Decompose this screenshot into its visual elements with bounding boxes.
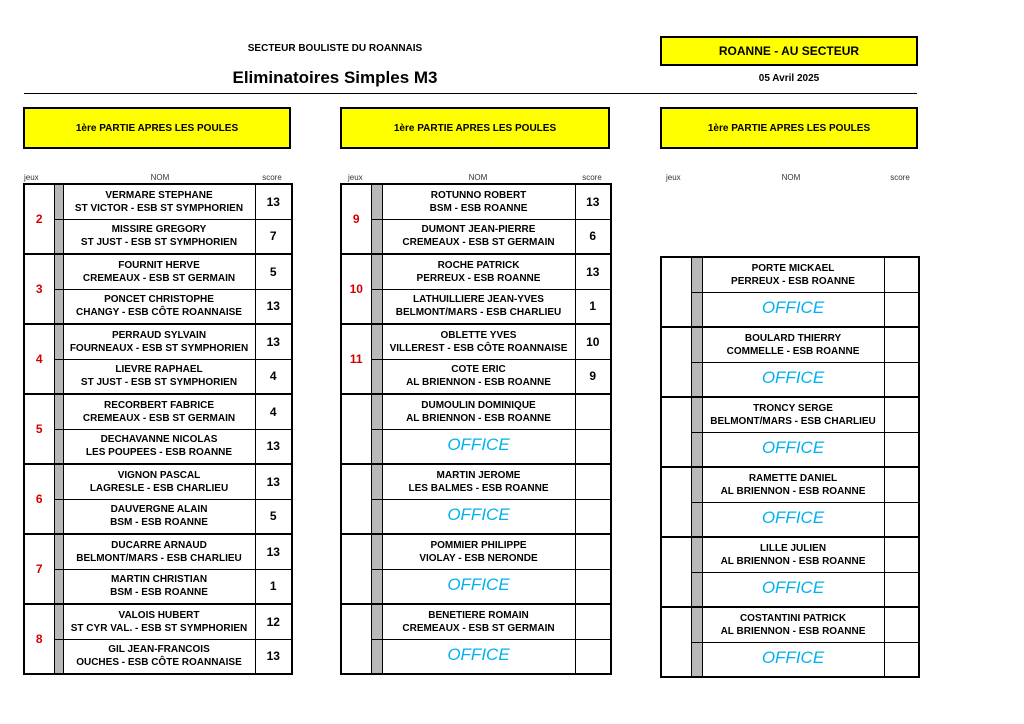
score-cell: [884, 502, 919, 537]
row-marker: [54, 394, 63, 429]
game-number: 6: [24, 464, 54, 534]
player-row: [341, 604, 611, 639]
row-marker: [371, 604, 382, 639]
player-cell: [63, 499, 255, 534]
player-name: DAUVERGNE ALAIN: [110, 504, 208, 516]
score-cell: [575, 569, 611, 604]
player-cell: [702, 362, 884, 397]
score-cell: 12: [255, 604, 292, 639]
score-cell: [884, 642, 919, 677]
player-name: ROCHE PATRICK: [437, 259, 520, 271]
game-number: [341, 464, 371, 534]
player-cell: [63, 394, 255, 429]
row-marker: [371, 289, 382, 324]
row-marker: [371, 219, 382, 254]
player-name: COTE ERIC: [451, 364, 506, 376]
player-row: [661, 327, 919, 362]
row-marker: [371, 324, 382, 359]
player-row: [341, 464, 611, 499]
player-row: [661, 432, 919, 467]
player-club: BSM - ESB ROANNE: [110, 517, 208, 529]
row-marker: [371, 394, 382, 429]
score-cell: [884, 292, 919, 327]
row-marker: [54, 219, 63, 254]
row-marker: [691, 362, 702, 397]
player-row: [341, 499, 611, 534]
player-club: PERREUX - ESB ROANNE: [416, 272, 541, 284]
game-number: 7: [24, 534, 54, 604]
player-row: [341, 219, 611, 254]
office-label: OFFICE: [761, 648, 825, 668]
player-club: BELMONT/MARS - ESB CHARLIEU: [710, 415, 876, 427]
player-row: [341, 429, 611, 464]
player-club: AL BRIENNON - ESB ROANNE: [720, 555, 866, 567]
player-cell: [702, 432, 884, 467]
panel-1-col-jeux: jeux: [24, 173, 39, 182]
player-cell: [702, 642, 884, 677]
game-number: 2: [24, 184, 54, 254]
player-cell: [63, 639, 255, 674]
score-cell: [575, 534, 611, 569]
player-row: [341, 254, 611, 289]
player-club: ST JUST - ESB ST SYMPHORIEN: [80, 377, 238, 389]
player-name: BOULARD THIERRY: [744, 332, 842, 344]
player-cell: [702, 572, 884, 607]
player-row: [341, 324, 611, 359]
row-marker: [54, 324, 63, 359]
player-name: TRONCY SERGE: [753, 402, 833, 414]
player-name: LILLE JULIEN: [759, 542, 827, 554]
player-name: COSTANTINI PATRICK: [739, 612, 847, 624]
player-name: VIGNON PASCAL: [117, 469, 201, 481]
player-row: [24, 569, 292, 604]
row-marker: [54, 534, 63, 569]
player-cell: [382, 289, 575, 324]
panel-1-col-nom: NOM: [150, 173, 170, 182]
office-label: OFFICE: [761, 578, 825, 598]
player-cell: [702, 327, 884, 362]
player-club: BELMONT/MARS - ESB CHARLIEU: [395, 307, 562, 319]
player-name: FOURNIT HERVE: [118, 259, 200, 271]
player-row: [661, 607, 919, 642]
row-marker: [371, 254, 382, 289]
panel-2-table: [340, 183, 612, 675]
player-name: MISSIRE GREGORY: [111, 224, 207, 236]
player-club: ST CYR VAL. - ESB ST SYMPHORIEN: [70, 622, 248, 634]
score-cell: 6: [575, 219, 611, 254]
panel-3-col-nom: NOM: [781, 173, 801, 182]
player-name: BENETIERE ROMAIN: [428, 609, 529, 621]
player-cell: [382, 604, 575, 639]
player-name: MARTIN JEROME: [436, 469, 521, 481]
row-marker: [54, 184, 63, 219]
player-cell: [63, 569, 255, 604]
score-cell: [575, 394, 611, 429]
player-cell: [63, 254, 255, 289]
player-name: GIL JEAN-FRANCOIS: [108, 644, 210, 656]
score-cell: [884, 467, 919, 502]
player-club: AL BRIENNON - ESB ROANNE: [720, 485, 866, 497]
player-cell: [63, 289, 255, 324]
score-cell: 10: [575, 324, 611, 359]
player-club: OUCHES - ESB CÔTE ROANNAISE: [76, 657, 242, 669]
panel-1-table: [23, 183, 293, 675]
player-club: BSM - ESB ROANNE: [110, 587, 208, 599]
office-label: OFFICE: [761, 298, 825, 318]
score-cell: 13: [255, 289, 292, 324]
player-club: CREMEAUX - ESB ST GERMAIN: [82, 272, 236, 284]
player-cell: [63, 464, 255, 499]
score-cell: 13: [575, 184, 611, 219]
row-marker: [54, 464, 63, 499]
score-cell: [575, 499, 611, 534]
player-row: [661, 642, 919, 677]
panel-3-col-score: score: [890, 173, 910, 182]
panel-2-title: 1ère PARTIE APRES LES POULES: [340, 107, 610, 149]
player-name: RECORBERT FABRICE: [103, 399, 214, 411]
score-cell: [884, 537, 919, 572]
row-marker: [371, 429, 382, 464]
player-name: PERRAUD SYLVAIN: [111, 329, 207, 341]
player-cell: [63, 359, 255, 394]
player-name: LIEVRE RAPHAEL: [115, 364, 203, 376]
player-row: [24, 499, 292, 534]
player-cell: [63, 429, 255, 464]
player-cell: [63, 219, 255, 254]
player-cell: [382, 534, 575, 569]
row-marker: [54, 429, 63, 464]
row-marker: [691, 292, 702, 327]
player-row: [661, 257, 919, 292]
player-row: [661, 362, 919, 397]
game-number: [661, 467, 691, 537]
score-cell: [575, 639, 611, 674]
player-cell: [382, 324, 575, 359]
row-marker: [691, 432, 702, 467]
player-cell: [382, 254, 575, 289]
row-marker: [371, 359, 382, 394]
score-cell: 13: [255, 429, 292, 464]
panel-1-title: 1ère PARTIE APRES LES POULES: [23, 107, 291, 149]
panel-2-col-score: score: [582, 173, 602, 182]
title-divider: [24, 93, 917, 94]
player-club: CHANGY - ESB CÔTE ROANNAISE: [76, 307, 242, 319]
player-cell: [382, 464, 575, 499]
player-cell: [702, 502, 884, 537]
organization-name: SECTEUR BOULISTE DU ROANNAIS: [247, 43, 423, 54]
player-club: ST JUST - ESB ST SYMPHORIEN: [80, 237, 238, 249]
office-label: OFFICE: [761, 368, 825, 388]
score-cell: 4: [255, 359, 292, 394]
player-name: MARTIN CHRISTIAN: [110, 574, 208, 586]
score-cell: [575, 604, 611, 639]
player-cell: [63, 534, 255, 569]
score-cell: [884, 397, 919, 432]
player-club: LES POUPEES - ESB ROANNE: [85, 447, 233, 459]
office-label: OFFICE: [447, 575, 510, 595]
score-cell: 9: [575, 359, 611, 394]
player-row: [661, 572, 919, 607]
player-row: [24, 184, 292, 219]
game-number: 8: [24, 604, 54, 674]
score-cell: 13: [255, 534, 292, 569]
player-row: [24, 394, 292, 429]
player-club: BSM - ESB ROANNE: [429, 202, 528, 214]
score-cell: [575, 429, 611, 464]
player-cell: [382, 429, 575, 464]
game-number: [661, 397, 691, 467]
player-club: LES BALMES - ESB ROANNE: [408, 482, 549, 494]
score-cell: [884, 572, 919, 607]
player-club: AL BRIENNON - ESB ROANNE: [720, 625, 866, 637]
score-cell: 13: [575, 254, 611, 289]
player-name: DUMOULIN DOMINIQUE: [421, 399, 536, 411]
panel-3-col-jeux: jeux: [666, 173, 681, 182]
player-row: [341, 639, 611, 674]
player-name: OBLETTE YVES: [440, 329, 517, 341]
player-cell: [63, 604, 255, 639]
row-marker: [371, 184, 382, 219]
row-marker: [54, 639, 63, 674]
event-date: 05 Avril 2025: [758, 73, 820, 84]
panel-2-col-jeux: jeux: [348, 173, 363, 182]
row-marker: [54, 499, 63, 534]
score-cell: [884, 327, 919, 362]
game-number: 5: [24, 394, 54, 464]
game-number: [341, 604, 371, 674]
player-club: AL BRIENNON - ESB ROANNE: [406, 377, 551, 389]
player-row: [24, 464, 292, 499]
game-number: 9: [341, 184, 371, 254]
player-club: FOURNEAUX - ESB ST SYMPHORIEN: [69, 342, 249, 354]
panel-3-table: [660, 256, 920, 678]
row-marker: [371, 569, 382, 604]
player-row: [661, 397, 919, 432]
game-number: 10: [341, 254, 371, 324]
player-row: [24, 359, 292, 394]
player-name: ROTUNNO ROBERT: [430, 189, 527, 201]
player-name: DECHAVANNE NICOLAS: [100, 434, 218, 446]
score-cell: [884, 257, 919, 292]
player-row: [24, 289, 292, 324]
office-label: OFFICE: [761, 438, 825, 458]
score-cell: 13: [255, 184, 292, 219]
row-marker: [371, 639, 382, 674]
office-label: OFFICE: [447, 435, 510, 455]
player-cell: [63, 184, 255, 219]
game-number: [341, 394, 371, 464]
row-marker: [691, 607, 702, 642]
player-row: [24, 604, 292, 639]
row-marker: [691, 572, 702, 607]
score-cell: [884, 362, 919, 397]
row-marker: [691, 467, 702, 502]
score-cell: 13: [255, 464, 292, 499]
player-row: [341, 569, 611, 604]
player-cell: [702, 397, 884, 432]
player-row: [661, 537, 919, 572]
game-number: [661, 257, 691, 327]
player-row: [341, 184, 611, 219]
player-name: RAMETTE DANIEL: [748, 472, 838, 484]
player-row: [341, 289, 611, 324]
game-number: [661, 607, 691, 677]
row-marker: [691, 257, 702, 292]
score-cell: 1: [575, 289, 611, 324]
player-club: COMMELLE - ESB ROANNE: [726, 345, 860, 357]
game-number: 4: [24, 324, 54, 394]
row-marker: [371, 534, 382, 569]
player-cell: [702, 607, 884, 642]
office-label: OFFICE: [447, 505, 510, 525]
score-cell: 5: [255, 499, 292, 534]
player-club: VILLEREST - ESB CÔTE ROANNAISE: [389, 342, 568, 354]
player-name: DUCARRE ARNAUD: [111, 539, 207, 551]
score-cell: [884, 432, 919, 467]
player-name: VERMARE STEPHANE: [105, 189, 213, 201]
player-club: ST VICTOR - ESB ST SYMPHORIEN: [74, 202, 244, 214]
player-cell: [702, 537, 884, 572]
player-row: [24, 219, 292, 254]
score-cell: 5: [255, 254, 292, 289]
player-row: [341, 359, 611, 394]
player-club: CREMEAUX - ESB ST GERMAIN: [402, 237, 555, 249]
player-row: [24, 324, 292, 359]
player-row: [661, 292, 919, 327]
score-cell: 13: [255, 639, 292, 674]
player-row: [24, 639, 292, 674]
game-number: [661, 537, 691, 607]
page-title: Eliminatoires Simples M3: [232, 68, 438, 87]
player-row: [341, 534, 611, 569]
score-cell: 4: [255, 394, 292, 429]
player-club: BELMONT/MARS - ESB CHARLIEU: [76, 552, 242, 564]
player-cell: [382, 359, 575, 394]
panel-1-col-score: score: [262, 173, 282, 182]
game-number: [661, 327, 691, 397]
row-marker: [691, 327, 702, 362]
player-club: VIOLAY - ESB NERONDE: [419, 552, 538, 564]
player-row: [661, 502, 919, 537]
player-cell: [382, 569, 575, 604]
game-number: 3: [24, 254, 54, 324]
player-row: [341, 394, 611, 429]
player-cell: [702, 292, 884, 327]
row-marker: [691, 537, 702, 572]
player-row: [661, 467, 919, 502]
player-name: PORTE MICKAEL: [751, 262, 835, 274]
player-row: [24, 534, 292, 569]
player-name: DUMONT JEAN-PIERRE: [421, 224, 536, 236]
location-banner: ROANNE - AU SECTEUR: [660, 36, 918, 66]
player-club: AL BRIENNON - ESB ROANNE: [406, 412, 551, 424]
player-cell: [63, 324, 255, 359]
player-name: VALOIS HUBERT: [118, 609, 200, 621]
row-marker: [691, 642, 702, 677]
row-marker: [691, 397, 702, 432]
player-club: LAGRESLE - ESB CHARLIEU: [89, 482, 229, 494]
score-cell: 1: [255, 569, 292, 604]
row-marker: [371, 499, 382, 534]
player-cell: [702, 467, 884, 502]
row-marker: [54, 289, 63, 324]
game-number: [341, 534, 371, 604]
score-cell: [575, 464, 611, 499]
game-number: 11: [341, 324, 371, 394]
office-label: OFFICE: [447, 645, 510, 665]
row-marker: [371, 464, 382, 499]
row-marker: [54, 569, 63, 604]
player-cell: [382, 394, 575, 429]
row-marker: [691, 502, 702, 537]
player-club: CREMEAUX - ESB ST GERMAIN: [402, 622, 555, 634]
player-cell: [702, 257, 884, 292]
player-cell: [382, 639, 575, 674]
panel-2-col-nom: NOM: [468, 173, 488, 182]
player-name: PONCET CHRISTOPHE: [104, 294, 214, 306]
player-cell: [382, 499, 575, 534]
panel-3-title: 1ère PARTIE APRES LES POULES: [660, 107, 918, 149]
row-marker: [54, 254, 63, 289]
row-marker: [54, 604, 63, 639]
score-cell: 7: [255, 219, 292, 254]
player-name: POMMIER PHILIPPE: [430, 539, 527, 551]
row-marker: [54, 359, 63, 394]
player-name: LATHUILLIERE JEAN-YVES: [413, 294, 544, 306]
player-cell: [382, 219, 575, 254]
player-row: [24, 429, 292, 464]
office-label: OFFICE: [761, 508, 825, 528]
player-club: PERREUX - ESB ROANNE: [731, 275, 855, 287]
player-cell: [382, 184, 575, 219]
score-cell: 13: [255, 324, 292, 359]
player-club: CREMEAUX - ESB ST GERMAIN: [82, 412, 236, 424]
score-cell: [884, 607, 919, 642]
player-row: [24, 254, 292, 289]
